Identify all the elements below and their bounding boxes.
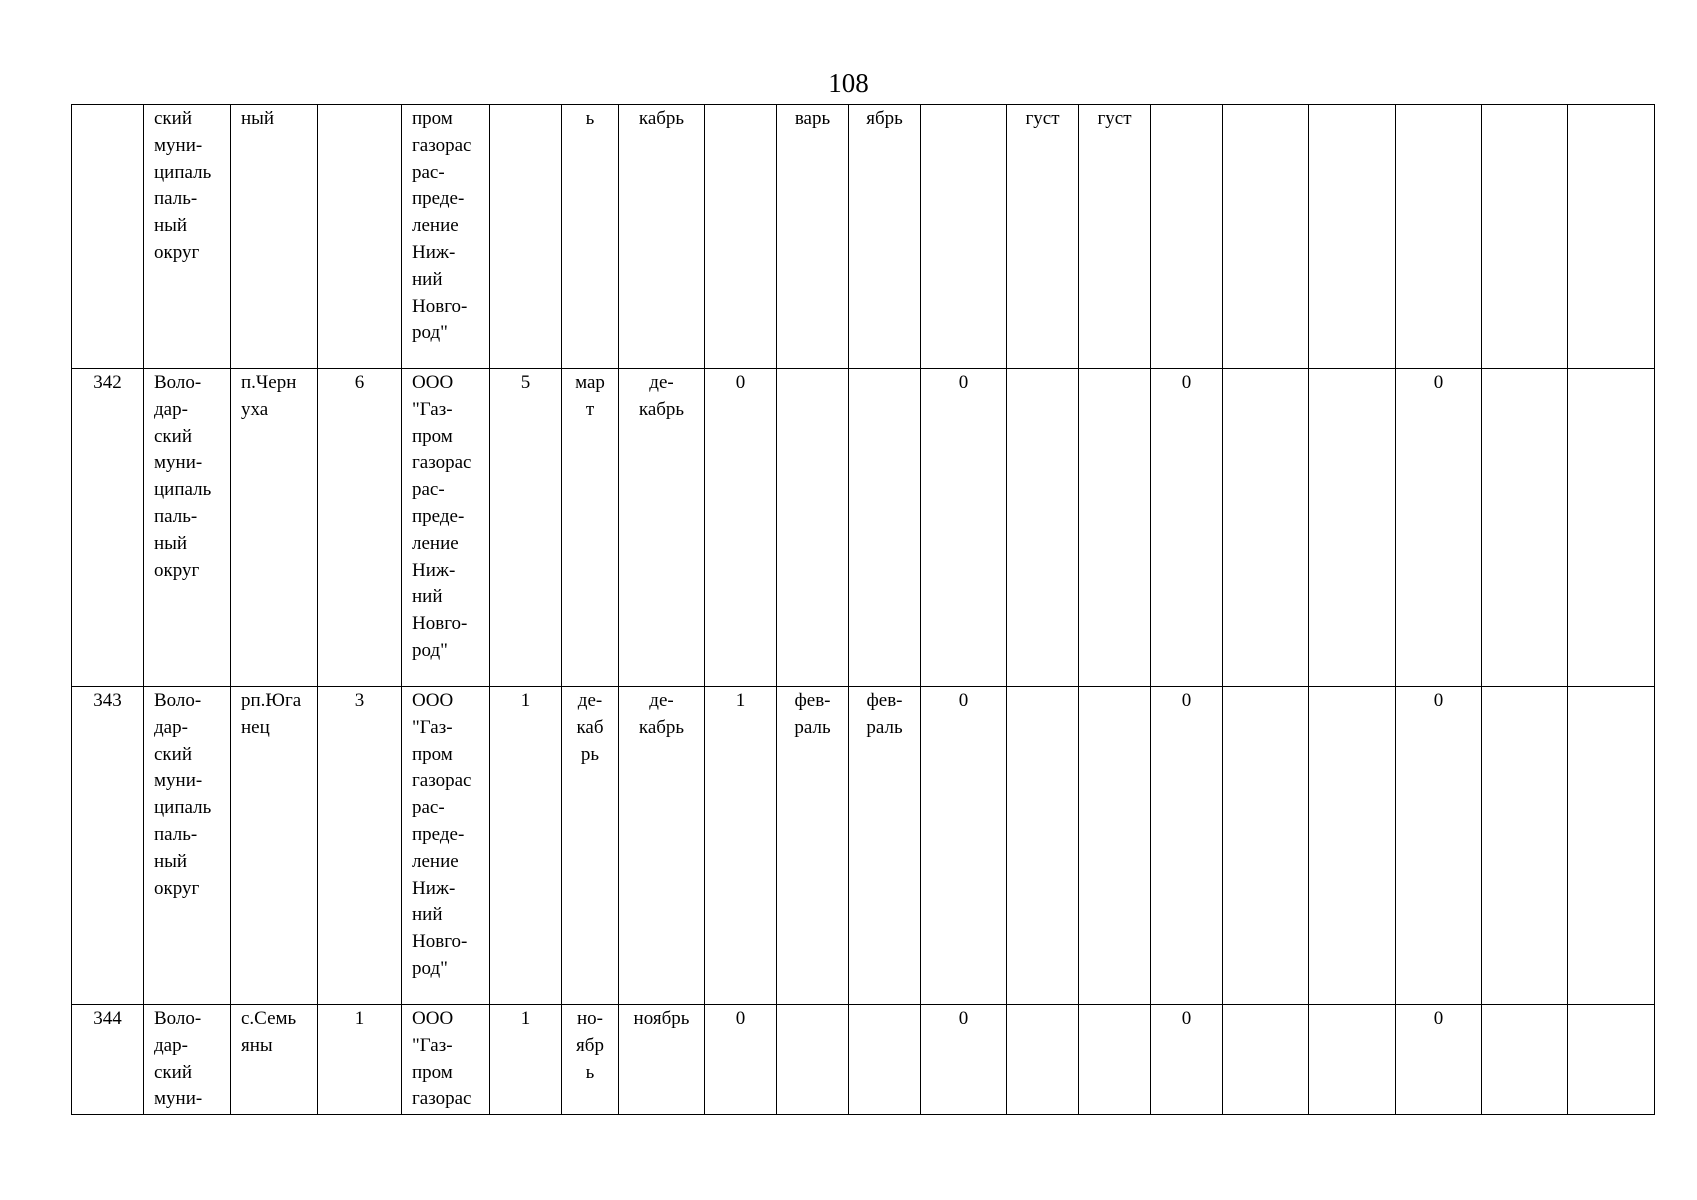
cell-text xyxy=(412,106,479,347)
table-cell xyxy=(705,687,777,1005)
cell-text xyxy=(572,1006,608,1086)
cell-line: муни- xyxy=(154,770,203,792)
cell-line: кабрь xyxy=(638,398,685,420)
cell-line: Ниж- xyxy=(412,877,456,899)
cell-line: ный xyxy=(154,850,188,872)
cell-line: де- xyxy=(649,372,674,393)
table-cell xyxy=(490,687,562,1005)
cell-line: Новго- xyxy=(412,295,468,317)
cell-text xyxy=(328,1006,391,1033)
cell-line: рь xyxy=(580,743,600,765)
table-cell xyxy=(1482,1005,1568,1115)
table-cell xyxy=(705,105,777,369)
cell-line: газорас xyxy=(412,770,472,792)
cell-text xyxy=(241,370,307,424)
table-cell xyxy=(231,687,318,1005)
cell-line: Воло- xyxy=(154,690,202,711)
cell-line: 1 xyxy=(354,1008,365,1029)
cell-line: ский xyxy=(154,1061,192,1083)
cell-line: 0 xyxy=(735,372,746,393)
cell-line: 0 xyxy=(1433,372,1444,393)
cell-line: яны xyxy=(241,1034,273,1056)
cell-text xyxy=(154,1006,220,1113)
cell-text xyxy=(412,370,479,665)
table-cell xyxy=(1223,105,1309,369)
table-cell xyxy=(318,687,402,1005)
cell-line: 1 xyxy=(520,690,531,711)
table-cell xyxy=(777,1005,849,1115)
cell-line: ление xyxy=(412,532,459,554)
table-cell xyxy=(562,105,619,369)
cell-line: 0 xyxy=(1181,1008,1192,1029)
cell-line: газорас xyxy=(412,134,472,156)
table-cell xyxy=(1309,687,1396,1005)
cell-text xyxy=(82,688,133,715)
cell-text xyxy=(629,370,694,424)
table-cell xyxy=(921,369,1007,687)
cell-line: ООО xyxy=(412,1008,454,1029)
cell-line: род" xyxy=(412,639,448,661)
cell-text xyxy=(154,106,220,267)
cell-line: де- xyxy=(577,690,603,711)
table-cell xyxy=(402,687,490,1005)
table-cell xyxy=(777,369,849,687)
table-cell xyxy=(1151,369,1223,687)
table-body xyxy=(72,105,1655,1115)
table-row xyxy=(72,1005,1655,1115)
table-cell xyxy=(562,687,619,1005)
cell-line: ский xyxy=(154,425,192,447)
table-cell xyxy=(921,687,1007,1005)
cell-line: густ xyxy=(1097,108,1132,129)
cell-line: дар- xyxy=(154,1034,188,1056)
cell-line: пром xyxy=(412,1061,453,1083)
cell-line: газорас xyxy=(412,1088,472,1110)
cell-line: ноябрь xyxy=(633,1008,690,1029)
table-cell xyxy=(1007,1005,1079,1115)
cell-line: округ xyxy=(154,559,200,581)
cell-line: 0 xyxy=(958,1008,969,1029)
table-cell xyxy=(777,687,849,1005)
table-cell xyxy=(705,1005,777,1115)
table-cell xyxy=(1396,1005,1482,1115)
cell-line: Воло- xyxy=(154,1008,202,1029)
cell-line: раль xyxy=(866,716,903,738)
cell-line: паль- xyxy=(154,823,198,845)
table-cell xyxy=(144,687,231,1005)
table-cell xyxy=(1151,1005,1223,1115)
cell-line: Воло- xyxy=(154,372,202,393)
cell-line: муни- xyxy=(154,134,203,156)
table-cell xyxy=(402,369,490,687)
table-cell xyxy=(144,105,231,369)
cell-line: пром xyxy=(412,425,453,447)
cell-text xyxy=(1161,1006,1212,1033)
cell-line: муни- xyxy=(154,1088,203,1110)
cell-line: ление xyxy=(412,215,459,237)
cell-line: ь xyxy=(585,1061,595,1083)
cell-line: уха xyxy=(241,398,269,420)
cell-line: 0 xyxy=(1433,690,1444,711)
cell-line: с.Семь xyxy=(241,1008,297,1029)
cell-line: Ниж- xyxy=(412,559,456,581)
table-cell xyxy=(402,1005,490,1115)
table-cell xyxy=(1396,687,1482,1005)
table-cell xyxy=(849,687,921,1005)
cell-line: 343 xyxy=(93,690,122,711)
cell-line: преде- xyxy=(412,505,465,527)
cell-text xyxy=(500,370,551,397)
table-cell xyxy=(144,1005,231,1115)
cell-line: дар- xyxy=(154,398,188,420)
cell-line: мар xyxy=(575,372,605,393)
cell-text xyxy=(629,688,694,742)
cell-text xyxy=(500,688,551,715)
table-cell xyxy=(921,1005,1007,1115)
cell-line: 0 xyxy=(1181,690,1192,711)
table-cell xyxy=(1309,369,1396,687)
cell-text xyxy=(931,688,996,715)
table-cell xyxy=(1007,105,1079,369)
cell-text xyxy=(787,688,838,742)
cell-line: рас- xyxy=(412,797,445,819)
table-cell xyxy=(490,1005,562,1115)
cell-line: ление xyxy=(412,850,459,872)
cell-line: ний xyxy=(412,586,443,608)
cell-line: ский xyxy=(154,743,192,765)
cell-line: раль xyxy=(794,716,831,738)
table-cell xyxy=(1568,105,1655,369)
cell-text xyxy=(715,1006,766,1033)
cell-line: рас- xyxy=(412,479,445,501)
cell-line: фев- xyxy=(866,690,903,711)
table-cell xyxy=(921,105,1007,369)
cell-text xyxy=(715,370,766,397)
table-cell xyxy=(849,369,921,687)
table-cell xyxy=(1151,687,1223,1005)
cell-line: ябрь xyxy=(866,108,903,129)
cell-line: пром xyxy=(412,743,453,765)
cell-line: 0 xyxy=(958,372,969,393)
table-cell xyxy=(1223,687,1309,1005)
cell-line: Ниж- xyxy=(412,241,456,263)
cell-text xyxy=(412,688,479,983)
cell-line: паль- xyxy=(154,505,198,527)
cell-text xyxy=(154,688,220,902)
cell-line: муни- xyxy=(154,452,203,474)
page-number: 108 xyxy=(828,68,869,98)
cell-text xyxy=(572,106,608,133)
cell-line: "Газ- xyxy=(412,1034,453,1056)
cell-text xyxy=(328,688,391,715)
table-cell xyxy=(1396,369,1482,687)
cell-text xyxy=(500,1006,551,1033)
cell-line: Новго- xyxy=(412,613,468,635)
table-cell xyxy=(562,1005,619,1115)
cell-line: 3 xyxy=(354,690,365,711)
cell-text xyxy=(1089,106,1140,133)
table-cell xyxy=(1223,1005,1309,1115)
cell-text xyxy=(82,1006,133,1033)
table-cell xyxy=(490,369,562,687)
cell-line: ний xyxy=(412,904,443,926)
table-cell xyxy=(231,1005,318,1115)
cell-line: 6 xyxy=(354,372,365,393)
cell-text xyxy=(572,370,608,424)
cell-text xyxy=(629,106,694,133)
cell-line: ООО xyxy=(412,372,454,393)
cell-line: пром xyxy=(412,108,453,129)
table-cell xyxy=(619,1005,705,1115)
cell-line: ь xyxy=(585,108,595,129)
cell-line: ный xyxy=(154,215,188,237)
table-cell xyxy=(1482,369,1568,687)
cell-line: густ xyxy=(1025,108,1060,129)
cell-line: преде- xyxy=(412,823,465,845)
cell-line: рас- xyxy=(412,161,445,183)
cell-line: 0 xyxy=(1433,1008,1444,1029)
cell-line: ний xyxy=(412,268,443,290)
table-cell xyxy=(619,105,705,369)
table-cell xyxy=(1151,105,1223,369)
table-cell xyxy=(1568,369,1655,687)
cell-line: кабрь xyxy=(638,108,685,129)
table-cell xyxy=(1007,687,1079,1005)
cell-line: округ xyxy=(154,877,200,899)
cell-line: 1 xyxy=(735,690,746,711)
table-cell xyxy=(318,369,402,687)
cell-text xyxy=(931,1006,996,1033)
cell-text xyxy=(1406,688,1471,715)
cell-line: 1 xyxy=(520,1008,531,1029)
cell-line: род" xyxy=(412,957,448,979)
table-cell xyxy=(562,369,619,687)
cell-line: кабрь xyxy=(638,716,685,738)
table-row xyxy=(72,687,1655,1005)
cell-line: ципаль xyxy=(154,161,212,183)
cell-text xyxy=(931,370,996,397)
cell-line: ципаль xyxy=(154,479,212,501)
cell-line: ский xyxy=(154,108,192,129)
cell-line: 0 xyxy=(735,1008,746,1029)
cell-line: ООО xyxy=(412,690,454,711)
cell-line: 342 xyxy=(93,372,122,393)
table-cell xyxy=(72,687,144,1005)
cell-line: 5 xyxy=(520,372,531,393)
cell-text xyxy=(572,688,608,768)
cell-line: род" xyxy=(412,322,448,344)
cell-text xyxy=(241,1006,307,1060)
cell-text xyxy=(859,688,910,742)
cell-line: 344 xyxy=(93,1008,122,1029)
table-cell xyxy=(705,369,777,687)
cell-text xyxy=(412,1006,479,1113)
cell-text xyxy=(1406,370,1471,397)
table-cell xyxy=(849,105,921,369)
table-cell xyxy=(1568,1005,1655,1115)
table-cell xyxy=(1079,105,1151,369)
cell-text xyxy=(1161,688,1212,715)
table-cell xyxy=(402,105,490,369)
cell-line: п.Черн xyxy=(241,372,297,393)
table-cell xyxy=(619,369,705,687)
table-cell xyxy=(144,369,231,687)
table-cell xyxy=(318,1005,402,1115)
cell-line: 0 xyxy=(1181,372,1192,393)
table-cell xyxy=(1079,687,1151,1005)
cell-text xyxy=(715,688,766,715)
cell-line: "Газ- xyxy=(412,398,453,420)
table-cell xyxy=(1309,105,1396,369)
cell-line: рп.Юга xyxy=(241,690,302,711)
data-table xyxy=(71,104,1655,1115)
table-cell xyxy=(1396,105,1482,369)
cell-line: но- xyxy=(577,1008,603,1029)
cell-text xyxy=(328,370,391,397)
table-row xyxy=(72,369,1655,687)
table-cell xyxy=(777,105,849,369)
cell-line: ный xyxy=(154,532,188,554)
table-cell xyxy=(619,687,705,1005)
cell-line: каб xyxy=(576,716,604,738)
table-cell xyxy=(231,369,318,687)
table-row xyxy=(72,105,1655,369)
cell-line: ципаль xyxy=(154,797,212,819)
table-cell xyxy=(72,1005,144,1115)
cell-line: варь xyxy=(794,108,831,129)
cell-line: "Газ- xyxy=(412,716,453,738)
cell-line: паль- xyxy=(154,188,198,210)
table-cell xyxy=(72,369,144,687)
cell-line: дар- xyxy=(154,716,188,738)
cell-line: преде- xyxy=(412,188,465,210)
cell-text xyxy=(1406,1006,1471,1033)
table-cell xyxy=(72,105,144,369)
table-cell xyxy=(1482,687,1568,1005)
cell-line: округ xyxy=(154,241,200,263)
cell-line: ный xyxy=(241,108,275,129)
cell-line: Новго- xyxy=(412,931,468,953)
cell-text xyxy=(241,106,307,133)
cell-line: газорас xyxy=(412,452,472,474)
table-cell xyxy=(1079,1005,1151,1115)
table-cell xyxy=(1309,1005,1396,1115)
table-cell xyxy=(1079,369,1151,687)
cell-text xyxy=(82,370,133,397)
table-cell xyxy=(490,105,562,369)
cell-text xyxy=(154,370,220,584)
table-cell xyxy=(849,1005,921,1115)
cell-text xyxy=(1161,370,1212,397)
table-cell xyxy=(1007,369,1079,687)
table-cell xyxy=(1568,687,1655,1005)
cell-text xyxy=(241,688,307,742)
cell-line: де- xyxy=(649,690,674,711)
cell-text xyxy=(859,106,910,133)
cell-text xyxy=(1017,106,1068,133)
cell-line: 0 xyxy=(958,690,969,711)
cell-text xyxy=(787,106,838,133)
table-cell xyxy=(318,105,402,369)
cell-line: ябр xyxy=(576,1034,604,1056)
cell-line: т xyxy=(585,398,595,420)
table-cell xyxy=(231,105,318,369)
table-cell xyxy=(1223,369,1309,687)
cell-line: фев- xyxy=(794,690,831,711)
table-cell xyxy=(1482,105,1568,369)
cell-text xyxy=(629,1006,694,1033)
cell-line: нец xyxy=(241,716,270,738)
